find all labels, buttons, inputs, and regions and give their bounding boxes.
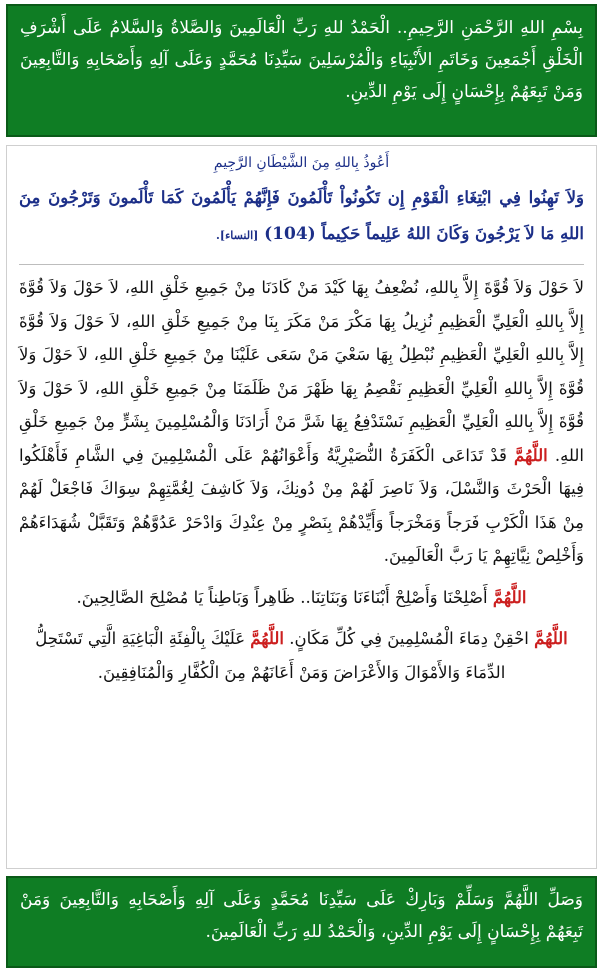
verse-text: وَلاَ تَهِنُوا فِي ابْتِغَاءِ الْقَوْمِ إِن تَكُونُواْ تَأْلَمُونَ فَإِنَّهُمْ يَأْلَمُونَ كَمَا تَأْلَمونَ وَتَرْجُونَ مِنَ اللهِ مَا لاَ يَرْجُونَ وَكَانَ اللهُ عَلِيماً حَكِيماً [19, 188, 584, 243]
dua-part2: قَدْ تَدَاعَى الْكَفَرَةُ النُّصَيْرِيَّةُ وَأَعْوَانُهُمْ عَلَى الْمُسْلِمِينَ فِي الشَّامِ فَأَهْلَكُوا فِيهَا الْحَرْثَ وَالنَّسْلَ، وَلاَ نَاصِرَ لَهُمْ مِنْ دُونِكَ، وَلاَ كَاشِفَ لِغُمَّتِهِمْ سِوَاكَ فَاجْعَلْ لَهُمْ مِنْ هَذَا الْكَرْبِ فَرَجاً وَمَخْرَجاً وَأَيِّدْهُمْ بِنَصْرٍ مِنْ عِنْدِكَ وَادْحَرْ عَدُوَّهُمْ وَتَقَبَّلْ شُهَدَاءَهُمْ وَأَخْلِصْ نِيَّاتِهِمْ يَا رَبَّ الْعَالَمِينَ. [19, 445, 584, 565]
istiadha-line: أَعُوذُ بِاللهِ مِنَ الشَّيْطَانِ الرَّجِيمِ [213, 155, 390, 171]
verse-number: (104) [264, 224, 316, 244]
protection-text-1: احْقِنْ دِمَاءَ الْمُسْلِمِينَ فِي كُلِّ مَكَانٍ. [289, 629, 529, 648]
islah-text: أَصْلِحْنَا وَأَصْلِحْ أَبْنَاءَنَا وَبَنَاتِنَا.. ظَاهِراً وَبَاطِناً يَا مُصْلِحَ الصَّالِحِينَ. [76, 587, 488, 607]
surah-reference: [النساء]. [216, 229, 259, 242]
islah-paragraph [19, 581, 584, 615]
dua-part1: لاَ حَوْلَ وَلاَ قُوَّةَ إِلاَّ بِاللهِ، نُضْعِفُ بِهَا كَيْدَ مَنْ كَادَنَا مِنْ جَمِيعِ خَلْقِ اللهِ، لاَ حَوْلَ وَلاَ قُوَّةَ إِلاَّ بِاللهِ الْعَلِيِّ الْعَظِيمِ نُزِيلُ بِهَا مَكْرَ مَنْ مَكَرَ بِنَا مِنْ جَمِيعِ خَلْقِ اللهِ، لاَ حَوْلَ وَلاَ قُوَّةَ إِلاَّ بِاللهِ الْعَلِيِّ الْعَظِيمِ نُبْطِلُ بِهَا سَعْيَ مَنْ سَعَى عَلَيْنَا مِنْ جَمِيعِ خَلْقِ اللهِ، لاَ حَوْلَ وَلاَ قُوَّةَ إِلاَّ بِاللهِ الْعَلِيِّ الْعَظِيمِ نَقْصِمُ بِهَا ظَهْرَ مَنْ ظَلَمَنَا مِنْ جَمِيعِ خَلْقِ اللهِ، لاَ حَوْلَ وَلاَ قُوَّةَ إِلاَّ بِاللهِ الْعَلِيِّ الْعَظِيمِ نَسْتَدْفِعُ بِهَا شَرَّ مَنْ أَرَادَنَا وَالْمُسْلِمِينَ بِشَرٍّ مِنْ جَمِيعِ خَلْقِ اللهِ. [19, 278, 585, 465]
allahumma-highlight: اللَّهُمَّ [534, 629, 568, 648]
dua-paragraph [19, 271, 584, 573]
quran-verse [19, 180, 584, 254]
content-frame [6, 145, 597, 869]
divider [19, 264, 584, 265]
closing-salawat-text: وَصَلِّ اللَّهُمَّ وَسَلِّمْ وَبَارِكْ عَلَى سَيِّدِنَا مُحَمَّدٍ وَعَلَى آلِهِ وَأَصْحَابِهِ وَالتَّابِعِينَ وَمَنْ تَبِعَهُمْ بِإِحْسَانٍ إِلَى يَوْمِ الدِّينِ، وَالْحَمْدُ للهِ رَبِّ الْعَالَمِينَ. [20, 890, 583, 942]
protection-paragraph [19, 622, 584, 689]
closing-footer-box [6, 876, 597, 968]
opening-header-box [6, 4, 597, 137]
allahumma-highlight: اللَّهُمَّ [492, 587, 527, 607]
allahumma-highlight: اللَّهُمَّ [514, 445, 548, 465]
allahumma-highlight: اللَّهُمَّ [250, 629, 284, 648]
opening-basmala-text: بِسْمِ اللهِ الرَّحْمَنِ الرَّحِيمِ.. الْحَمْدُ للهِ رَبِّ الْعَالَمِينَ وَالصَّلاةُ وَالسَّلامُ عَلَى أَشْرَفِ الْخَلْقِ أَجْمَعِينَ وَخَاتَمِ الأَنْبِيَاءِ وَالْمُرْسَلِينَ سَيِّدِنَا مُحَمَّدٍ وَعَلَى آلِهِ وَأَصْحَابِهِ وَالتَّابِعِينَ وَمَنْ تَبِعَهُمْ بِإِحْسَانٍ إِلَى يَوْمِ الدِّينِ. [20, 18, 583, 102]
protection-text-2: عَلَيْكَ بِالْفِئَةِ الْبَاغِيَةِ الَّتِي تَسْتَحِلُّ الدِّمَاءَ وَالأَمْوَالَ وَالأَعْرَاضَ وَمَنْ أَعَانَهُمْ مِنَ الْكُفَّارِ وَالْمُنَافِقِينَ. [35, 629, 506, 682]
